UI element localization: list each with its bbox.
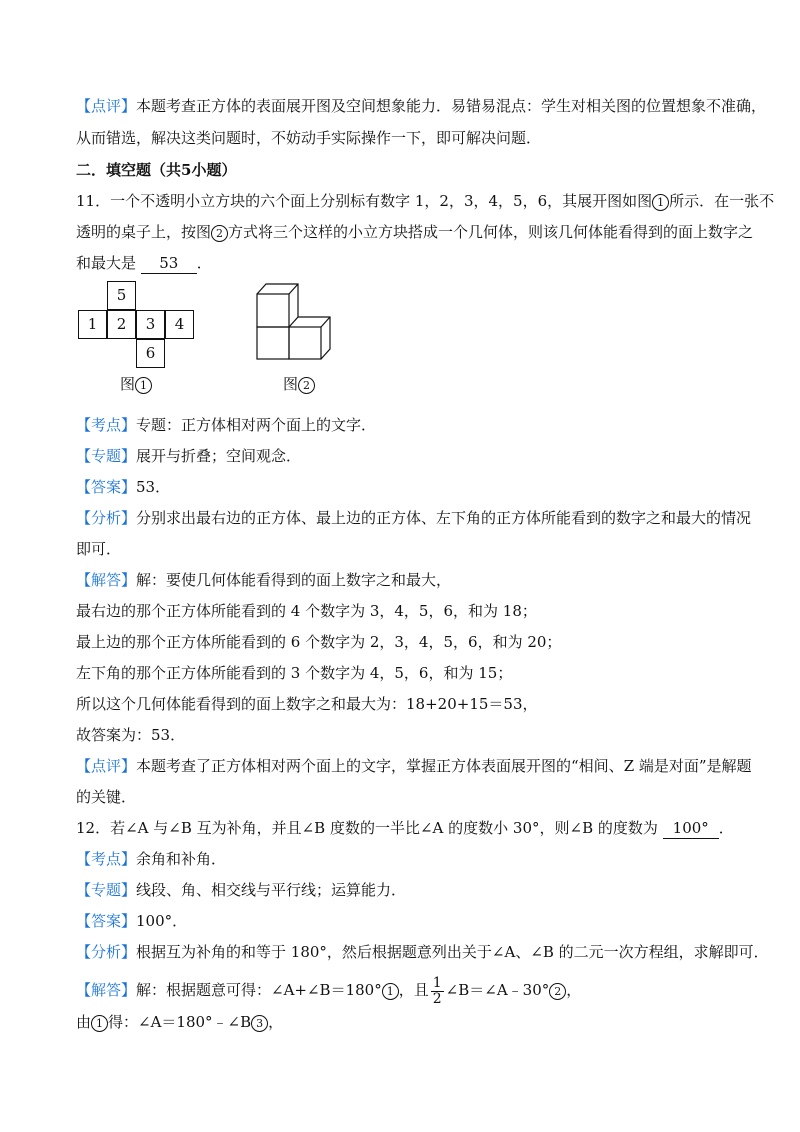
fenxi-tag: 【分析】 [76,943,137,961]
q11-jieda-0 [76,570,451,590]
q12-line-1 [76,818,734,839]
section-title: 二．填空题（共5小题） [76,161,237,179]
kaodian-tag: 【考点】 [76,850,137,868]
q11-text-1-end: 所示．在一张不 [669,192,775,210]
q12-last-line [76,1012,283,1032]
q11-jieda-4: 所以这个几何体能看得到的面上数字之和最大为：18+20+15＝53， [76,695,538,713]
fenxi-tag: 【分析】 [76,509,137,527]
fenxi-text-1: 分别求出最右边的正方体、最上边的正方体、左下角的正方体所能看到的数字之和最大的情况 [136,509,752,527]
jieda-tag: 【解答】 [76,571,137,589]
q11-line-1 [76,191,774,211]
jieda-text-d: ， [566,981,582,999]
q12-fenxi [76,942,769,962]
fraction-denominator: 2 [432,990,442,1007]
q11-fenxi-1 [76,508,751,528]
q12-answer: 100° [663,818,719,839]
circled-number: 1 [652,194,669,211]
jieda-text-a: 解：根据题意可得：∠A+∠B＝180° [136,981,382,999]
caption-text: 图 [283,375,299,393]
figure-2-caption [283,373,315,394]
kaodian-tag: 【考点】 [76,416,137,434]
q11-jieda-2: 最上边的那个正方体所能看到的 6 个数字为 2，3，4，5，6，和为 20； [76,633,562,651]
kaodian-text: 余角和补角． [136,850,227,868]
daan-tag: 【答案】 [76,478,137,496]
zhuanti-text: 线段、角、相交线与平行线；运算能力． [136,881,407,899]
q11-text-1: 11．一个不透明小立方块的六个面上分别标有数字 1，2，3，4，5，6，其展开图如图 [76,192,653,210]
q11-kaodian [76,415,376,435]
q11-answer: 53 [141,253,197,274]
q11-daan [76,477,170,497]
q11-jieda-3: 左下角的那个正方体所能看到的 3 个数字为 4，5，6，和为 15； [76,664,513,682]
net-cell: 3 [136,310,165,339]
q11-line-3 [76,253,212,274]
fenxi-text-2: 即可． [76,540,122,558]
net-cell: 5 [107,281,136,310]
net-cell: 2 [107,310,136,339]
circled-number: 1 [382,983,399,1000]
last-text-a: 由 [76,1013,92,1031]
net-cell: 4 [165,310,194,339]
q11-text-2b: 方式将三个这样的小立方块搭成一个几何体，则该几何体能看得到的面上数字之 [228,223,754,241]
circled-number: 3 [251,1015,268,1032]
q11-text-3b: ． [196,254,212,272]
daan-text: 100°． [136,912,188,930]
circled-number: 2 [298,377,315,394]
figure-1-caption [120,373,152,394]
net-cell: 1 [78,310,107,339]
circled-number: 1 [135,377,152,394]
jieda-text-b: ，且 [398,981,429,999]
q11-text-2a: 透明的桌子上，按图 [76,223,212,241]
q11-dianping-2: 的关键． [76,788,137,806]
dianping-text-1: 本题考查了正方体相对两个面上的文字，掌握正方体表面展开图的“相间、Z 端是对面”是解题 [136,757,752,775]
last-text-b: 得：∠A＝180°﹣∠B [108,1013,252,1031]
review-line-1 [76,96,766,116]
q11-line-2 [76,222,753,242]
q12-text-end: ． [718,819,734,837]
circled-number: 2 [211,225,228,242]
review-text-1: 本题考查正方体的表面展开图及空间想象能力．易错易混点：学生对相关图的位置想象不准确， [136,97,767,115]
q11-text-3a: 和最大是 [76,254,137,272]
zhuanti-tag: 【专题】 [76,881,137,899]
last-text-c: ， [268,1013,284,1031]
kaodian-text: 专题：正方体相对两个面上的文字． [136,416,377,434]
q12-text: 12．若∠A 与∠B 互为补角，并且∠B 度数的一半比∠A 的度数小 30°，则∠B 的度数为 [76,819,658,837]
q11-zhuanti [76,446,301,466]
q12-zhuanti [76,880,406,900]
q12-kaodian [76,849,226,869]
daan-tag: 【答案】 [76,912,137,930]
fraction-numerator: 1 [432,974,442,991]
q12-jieda [76,972,581,1008]
zhuanti-tag: 【专题】 [76,447,137,465]
review-text-2: 从而错选，解决这类问题时，不妨动手实际操作一下，即可解决问题． [76,129,542,147]
caption-text: 图 [120,375,136,393]
circled-number: 2 [549,983,566,1000]
q11-jieda-1: 最右边的那个正方体所能看到的 4 个数字为 3，4，5，6，和为 18； [76,602,537,620]
q11-dianping-1 [76,756,752,776]
jieda-text-0: 解：要使几何体能看得到的面上数字之和最大， [136,571,452,589]
zhuanti-text: 展开与折叠；空间观念． [136,447,302,465]
circled-number: 1 [91,1015,108,1032]
fenxi-text: 根据互为补角的和等于 180°，然后根据题意列出关于∠A、∠B 的二元一次方程组，求解即可． [136,943,769,961]
q11-fenxi-2 [76,539,121,559]
fraction-one-half [431,976,444,1007]
net-cell: 6 [136,339,165,368]
jieda-tag: 【解答】 [76,981,137,999]
jieda-text-c: ∠B＝∠A﹣30° [445,981,550,999]
dianping-tag: 【点评】 [76,757,137,775]
daan-text: 53． [136,478,171,496]
q12-daan [76,911,187,931]
figure-stacked-cubes [250,280,340,362]
q11-jieda-5: 故答案为：53． [76,726,186,744]
review-tag: 【点评】 [76,97,137,115]
review-line-2 [76,128,541,148]
